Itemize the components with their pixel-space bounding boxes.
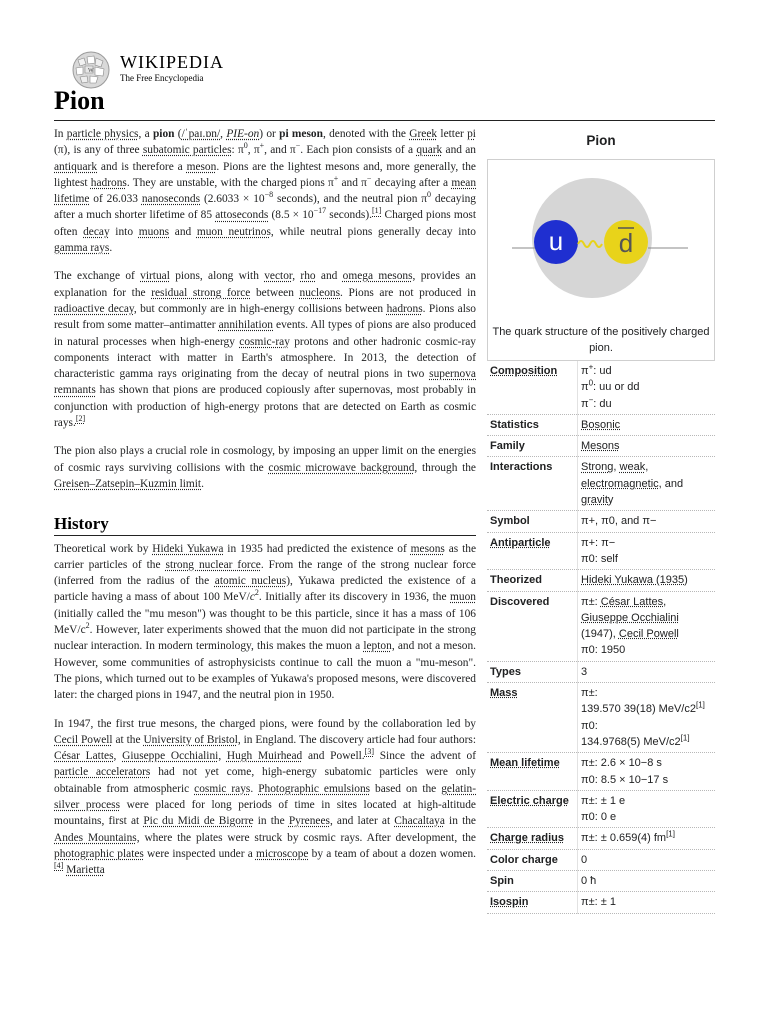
link-nanoseconds[interactable]: nanoseconds	[141, 193, 201, 206]
infobox-table	[487, 361, 715, 914]
link-attoseconds[interactable]: attoseconds	[215, 209, 269, 222]
infobox-row-spin	[487, 871, 715, 892]
infobox-row-color-charge	[487, 849, 715, 870]
mean-lifetime-value: π±: 2.6 × 10−8 s π0: 8.5 × 10−17 s	[578, 753, 716, 791]
link-omega-mesons[interactable]: omega mesons	[342, 270, 413, 283]
infobox-row-symbol	[487, 511, 715, 532]
composition-label[interactable]: Composition	[490, 365, 558, 377]
interactions-label: Interactions	[487, 457, 578, 511]
link-cecil-powell[interactable]: Cecil Powell	[54, 733, 113, 746]
link-meson[interactable]: meson	[186, 160, 217, 173]
mass-label[interactable]: Mass	[490, 687, 518, 700]
link-rho[interactable]: rho	[300, 270, 316, 283]
types-value: 3	[578, 661, 716, 682]
antiparticle-value: π+: π− π0: self	[578, 532, 716, 570]
infobox-row-charge-radius	[487, 828, 715, 849]
infobox-row-composition	[487, 361, 715, 414]
link-marietta[interactable]: Marietta	[66, 864, 105, 877]
wikipedia-globe-icon	[70, 50, 112, 90]
spin-value: 0 ħ	[578, 871, 716, 892]
spin-label: Spin	[487, 871, 578, 892]
link-pi[interactable]: pi	[467, 128, 476, 140]
svg-text:W: W	[88, 68, 94, 74]
link-hideki-yukawa[interactable]: Hideki Yukawa	[152, 542, 224, 555]
link-muon[interactable]: muon	[450, 591, 476, 604]
link-decay[interactable]: decay	[83, 225, 110, 238]
infobox-row-interactions	[487, 457, 715, 511]
link-pic-du-midi[interactable]: Pic du Midi de Bigorre	[143, 815, 254, 828]
infobox	[487, 126, 715, 914]
infobox-row-discovered	[487, 591, 715, 661]
wikipedia-logo[interactable]	[70, 50, 250, 90]
mean-lifetime-label[interactable]: Mean lifetime	[490, 757, 560, 770]
link-nucleons[interactable]: nucleons	[299, 286, 341, 299]
infobox-caption: The quark structure of the positively charged pion.	[487, 320, 715, 361]
link-microscope[interactable]: microscope	[255, 847, 309, 860]
intro-paragraph-1: In particle physics, a pion (/ˈpaɪ.ɒn/, PIE-on) or pi meson, denoted with the Greek letter pi (π), is any of three subatomic particles: $\pi^0$, π+, and π−. Each pion consists of a quark and an antiquark and is therefore a meson. Pions are the lightest mesons and, more generally, the lightest hadrons. They are unstable, with the charged pions π+ and π− decaying after a mean lifetime of 26.033 nanoseconds ($2.6033 \times 10^{-8}$ seconds), and the neutral pion $\pi^0$ decaying after a much shorter lifetime of 85 attoseconds ($8.5 \times 10^{-17}$ seconds).[1] Charged pions most often decay into muons and muon neutrinos, while neutral pions generally decay into gamma rays.	[54, 128, 477, 255]
link-cosmic-rays[interactable]: cosmic rays	[194, 782, 251, 795]
link-mesons[interactable]: mesons	[410, 542, 445, 555]
types-label: Types	[487, 661, 578, 682]
page-title: Pion	[54, 86, 105, 115]
discovered-value: π±: César Lattes, Giuseppe Occhialini (1947), Cecil Powell π0: 1950	[578, 591, 716, 661]
interaction-electromagnetic[interactable]: electromagnetic	[581, 477, 659, 490]
link-cesar-lattes[interactable]: César Lattes	[54, 750, 114, 763]
charge-radius-value: π±: ± 0.659(4) fm[1]	[578, 828, 716, 849]
infobox-image[interactable]	[487, 159, 715, 320]
link-gelatin-silver-process[interactable]: gelatin-silver process	[54, 782, 476, 811]
interaction-strong[interactable]: Strong	[581, 461, 614, 474]
intro-paragraph-3: The pion also plays a crucial role in cosmology, by imposing an upper limit on the energies of cosmic rays surviving collisions with the cosmic microwave background, through the Greisen–Zatsepin–Kuzmin limit.	[54, 445, 476, 490]
wikipedia-tagline: The Free Encyclopedia	[120, 73, 204, 83]
link-supernova-remnants[interactable]: supernova remnants	[54, 368, 476, 397]
article-body	[54, 126, 476, 890]
infobox-row-isospin	[487, 892, 715, 913]
color-charge-value: 0	[578, 849, 716, 870]
infobox-row-theorized	[487, 570, 715, 591]
link-quark[interactable]: quark	[416, 144, 443, 157]
link-virtual[interactable]: virtual	[140, 270, 170, 283]
discovered-label: Discovered	[487, 591, 578, 661]
quark-label: u	[548, 226, 564, 256]
interaction-gravity[interactable]: gravity	[581, 494, 614, 507]
link-photographic-plates[interactable]: photographic plates	[54, 847, 144, 860]
history-paragraph-1: Theoretical work by Hideki Yukawa in 1935 had predicted the existence of mesons as the carrier particles of the strong nuclear force. From the range of the strong nuclear force (inferred from the radius of the atomic nucleus), Yukawa predicted the existence of a particle having a mass of about 100 MeV/$c^2$. Initially after its discovery in 1936, the muon (initially called the "mu meson") was thought to be this particle, since it has a mass of 106 MeV/$c^2$. However, later experiments showed that the muon did not participate in the strong nuclear interaction. In modern terminology, this makes the muon a lepton, and not a meson. However, some communities of astrophysicists continue to call the muon a "mu-meson". The pions, which turned out to be examples of Yukawa's proposed mesons, were discovered later: the charged pions in 1947, and the neutral pion in 1950.	[54, 542, 477, 702]
infobox-row-statistics	[487, 414, 715, 435]
link-muon-neutrinos[interactable]: muon neutrinos	[196, 225, 271, 238]
link-atomic-nucleus[interactable]: atomic nucleus	[214, 575, 287, 588]
link-hugh-muirhead[interactable]: Hugh Muirhead	[226, 750, 303, 763]
link-gamma-rays[interactable]: gamma rays	[54, 242, 110, 255]
statistics-value[interactable]: Bosonic	[581, 418, 621, 431]
link-pronunciation[interactable]: PIE-on	[226, 128, 260, 140]
color-charge-label: Color charge	[487, 849, 578, 870]
ref-3[interactable]: [3]	[364, 747, 374, 757]
link-subatomic-particles[interactable]: subatomic particles	[142, 144, 232, 157]
interactions-value: Strong, weak, electromagnetic, and gravity	[578, 457, 716, 511]
link-mean-lifetime[interactable]: mean lifetime	[54, 176, 477, 206]
pion-quark-structure-illustration	[488, 160, 714, 320]
history-paragraph-2: In 1947, the first true mesons, the charged pions, were found by the collaboration led by Cecil Powell at the University of Bristol, in England. The discovery article had four authors: César Lattes, Giuseppe Occhialini, Hugh Muirhead and Powell.[3] Since the advent of particle accelerators had not yet come, high-energy subatomic particles were only obtainable from atmospheric cosmic rays. Photographic emulsions based on the gelatin-silver process were placed for long periods of time in sites located at high-altitude mountains, first at Pic du Midi de Bigorre in the Pyrenees, and later at Chacaltaya in the Andes Mountains, where the plates were struck by cosmic rays. After development, the photographic plates were inspected under a microscope by a team of about a dozen women.[4] Marietta	[54, 717, 476, 877]
link-strong-nuclear-force[interactable]: strong nuclear force	[165, 558, 261, 571]
link-annihilation[interactable]: annihilation	[218, 319, 274, 332]
history-heading: History	[54, 516, 476, 535]
link-pyrenees[interactable]: Pyrenees	[288, 815, 330, 828]
infobox-row-electric-charge	[487, 790, 715, 828]
link-hadrons[interactable]: hadrons	[90, 176, 127, 189]
link-photographic-emulsions[interactable]: Photographic emulsions	[258, 782, 371, 795]
family-label: Family	[487, 436, 578, 457]
link-greek[interactable]: Greek	[409, 128, 438, 140]
discoverer-powell[interactable]: Cecil Powell	[618, 628, 679, 641]
infobox-row-antiparticle	[487, 532, 715, 570]
link-antiquark[interactable]: antiquark	[54, 160, 98, 173]
title-divider	[54, 120, 715, 121]
ref-1[interactable]: [1]	[372, 206, 382, 216]
infobox-title: Pion	[586, 133, 616, 148]
link-hadrons-2[interactable]: hadrons	[386, 302, 423, 315]
link-gzk-limit[interactable]: Greisen–Zatsepin–Kuzmin limit	[54, 477, 202, 490]
link-cosmic-microwave-background[interactable]: cosmic microwave background	[268, 461, 415, 474]
link-university-of-bristol[interactable]: University of Bristol	[143, 733, 238, 746]
charge-radius-label[interactable]: Charge radius	[490, 832, 564, 845]
link-giuseppe-occhialini[interactable]: Giuseppe Occhialini	[122, 750, 219, 763]
discoverer-occhialini[interactable]: Giuseppe Occhialini	[581, 611, 679, 624]
family-value[interactable]: Mesons	[581, 440, 620, 453]
discoverer-lattes[interactable]: César Lattes	[600, 595, 664, 608]
mass-value: π±: 139.570 39(18) MeV/c2[1] π0: 134.9768(5) MeV/c2[1]	[578, 683, 716, 753]
link-radioactive-decay[interactable]: radioactive decay	[54, 302, 134, 315]
infobox-row-mass	[487, 683, 715, 753]
link-lepton[interactable]: lepton	[363, 640, 392, 653]
link-particle-physics[interactable]: particle physics	[66, 128, 139, 140]
antiquark-label: d	[618, 228, 634, 258]
theorized-label: Theorized	[487, 570, 578, 591]
infobox-row-types	[487, 661, 715, 682]
intro-paragraph-2: The exchange of virtual pions, along with vector, rho and omega mesons, provides an explanation for the residual strong force between nucleons. Pions are not produced in radioactive decay, but commonly are in high-energy collisions between hadrons. Pions also result from some matter–antimatter annihilation events. All types of pions are also produced in natural processes when high-energy cosmic-ray protons and other hadronic cosmic-ray components interact with matter in Earth's atmosphere. In 2013, the detection of characteristic gamma rays originating from the decay of neutral pions in two supernova remnants has shown that pions are produced copiously after supernovas, most probably in conjunction with production of high-energy protons that are detected on Earth as cosmic rays.[2]	[54, 270, 477, 430]
electric-charge-label[interactable]: Electric charge	[490, 794, 569, 807]
link-chacaltaya[interactable]: Chacaltaya	[394, 815, 445, 828]
interaction-weak[interactable]: weak	[619, 461, 646, 474]
isospin-value: π±: ± 1	[578, 892, 716, 913]
link-ipa[interactable]: /ˈpaɪ.ɒn/	[181, 128, 221, 140]
electric-charge-value: π±: ± 1 e π0: 0 e	[578, 790, 716, 828]
ref-2[interactable]: [2]	[75, 414, 86, 424]
link-andes-mountains[interactable]: Andes Mountains	[54, 831, 137, 844]
composition-value: π+: ud $\pi^0$: uu or dd π−: du	[578, 361, 716, 414]
infobox-row-family	[487, 436, 715, 457]
wikipedia-wordmark: WIKIPEDIA	[120, 52, 224, 72]
link-cosmic-ray[interactable]: cosmic-ray	[239, 335, 290, 348]
symbol-label: Symbol	[487, 511, 578, 532]
ref-4[interactable]: [4]	[54, 861, 64, 871]
link-vector[interactable]: vector	[264, 270, 293, 283]
symbol-value: π+, π0, and π−	[578, 511, 716, 532]
antiparticle-label[interactable]: Antiparticle	[490, 536, 551, 549]
link-muons[interactable]: muons	[138, 225, 170, 238]
infobox-row-mean-lifetime	[487, 753, 715, 791]
theorized-value[interactable]: Hideki Yukawa (1935)	[581, 574, 688, 587]
link-particle-accelerators[interactable]: particle accelerators	[54, 766, 151, 779]
link-residual-strong-force[interactable]: residual strong force	[151, 286, 251, 299]
statistics-label: Statistics	[487, 414, 578, 435]
isospin-label[interactable]: Isospin	[490, 896, 529, 909]
